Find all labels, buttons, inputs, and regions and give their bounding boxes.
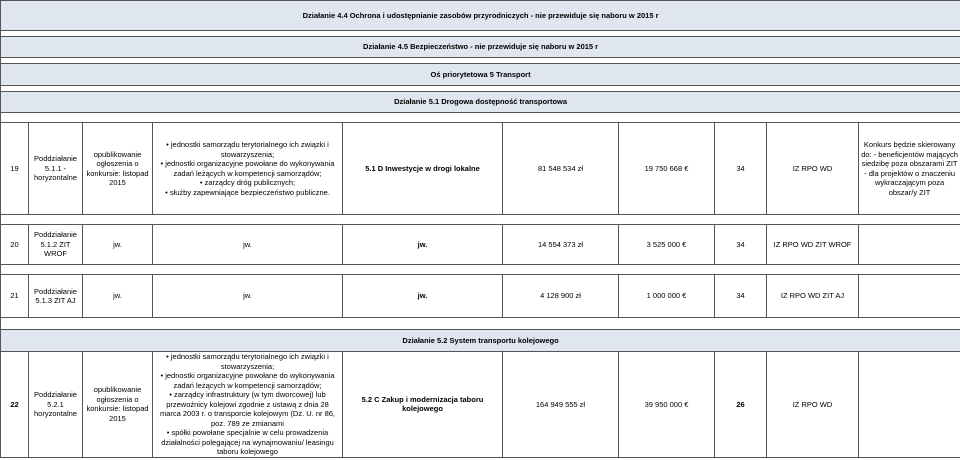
notes-cell [859,225,960,265]
poddzialanie-cell: Poddziałanie 5.1.1 - horyzontalne [29,123,83,215]
euro-icon: € [684,399,689,409]
code-cell: 34 [715,123,767,215]
beneficiary-item: • jednostki organizacyjne powołane do wykonywania zadań leżących w kompetencji samorządów; [155,371,340,390]
institution-cell: IZ RPO WD [767,123,859,215]
row-number: 21 [1,275,29,318]
beneficiaries-cell: jw. [153,225,343,265]
notes-cell [859,275,960,318]
poddzialanie-cell: Poddziałanie 5.1.3 ZIT AJ [29,275,83,318]
institution-cell: IZ RPO WD ZIT WROF [767,225,859,265]
eu-allocation-cell: 39 950 000 € [619,352,715,458]
publication-cell: opublikowanie ogłoszenia o konkursie: listopad 2015 [83,352,153,458]
code-cell: 26 [715,352,767,458]
beneficiaries-cell [153,123,343,215]
beneficiary-item: • jednostki samorządu terytorialnego ich związki i stowarzyszenia; [155,140,340,159]
header-dzialanie-5-1: Działanie 5.1 Drogowa dostępność transportowa [1,92,960,113]
total-allocation-cell: 14 554 373 zł [503,225,619,265]
project-type-cell: 5.1 D Inwestycje w drogi lokalne [343,123,503,215]
table-row [1,275,960,318]
euro-icon: € [682,239,687,249]
eu-allocation-cell: 1 000 000 € [619,275,715,318]
table-row [1,352,960,458]
beneficiary-item: • zarządcy infrastruktury (w tym dworcowej) lub przewoźnicy kolejowi zgodnie z ustawą z dnia 28 marca 2003 r. o transporcie kolejowym (Dz. U. nr 86, poz. 789 ze zmianami [155,390,340,428]
row-number: 22 [1,352,29,458]
euro-icon: € [682,291,687,301]
beneficiary-item: • jednostki samorządu terytorialnego ich związki i stowarzyszenia; [155,352,340,371]
code-cell: 34 [715,275,767,318]
code-cell: 34 [715,225,767,265]
euro-icon: € [684,163,689,173]
project-type-cell: jw. [343,275,503,318]
eu-allocation-cell: 19 750 668 € [619,123,715,215]
total-allocation-cell: 4 128 900 zł [503,275,619,318]
total-allocation-cell: 81 548 534 zł [503,123,619,215]
row-number: 20 [1,225,29,265]
institution-cell: IZ RPO WD ZIT AJ [767,275,859,318]
notes-cell [859,352,960,458]
beneficiaries-cell: jw. [153,275,343,318]
poddzialanie-cell: Poddziałanie 5.1.2 ZIT WROF [29,225,83,265]
publication-cell: jw. [83,225,153,265]
institution-cell: IZ RPO WD [767,352,859,458]
header-dzialanie-5-2: Działanie 5.2 System transportu kolejowego [1,330,960,352]
project-type-cell: 5.2 C Zakup i modernizacja taboru kolejowego [343,352,503,458]
beneficiary-item: • jednostki organizacyjne powołane do wykonywania zadań leżących w kompetencji samorządów; [155,159,340,178]
notes-cell: Konkurs będzie skierowany do: - beneficjentów mających siedzibę poza obszarami ZIT - dla projektów o znaczeniu wykraczającym poza obszar/y ZIT [859,123,960,215]
eu-allocation-cell: 3 525 000 € [619,225,715,265]
beneficiaries-cell [153,352,343,458]
header-os-priorytetowa-5: Oś priorytetowa 5 Transport [1,64,960,86]
publication-cell: opublikowanie ogłoszenia o konkursie: listopad 2015 [83,123,153,215]
publication-cell: jw. [83,275,153,318]
beneficiary-item: • służby zapewniające bezpieczeństwo publiczne. [155,188,340,198]
beneficiary-item: • spółki powołane specjalnie w celu prowadzenia działalności polegającej na wynajmowaniu/ leasingu taboru kolejowego [155,428,340,457]
header-dzialanie-4-5: Działanie 4.5 Bezpieczeństwo - nie przewiduje się naboru w 2015 r [1,37,960,58]
row-number: 19 [1,123,29,215]
total-allocation-cell: 164 949 555 zł [503,352,619,458]
project-type-cell: jw. [343,225,503,265]
header-dzialanie-4-4: Działanie 4.4 Ochrona i udostępnianie zasobów przyrodniczych - nie przewiduje się naboru w 2015 r [1,1,960,31]
table-row [1,123,960,215]
poddzialanie-cell: Poddziałanie 5.2.1 horyzontalne [29,352,83,458]
beneficiary-item: • zarządcy dróg publicznych; [155,178,340,188]
table-row [1,225,960,265]
